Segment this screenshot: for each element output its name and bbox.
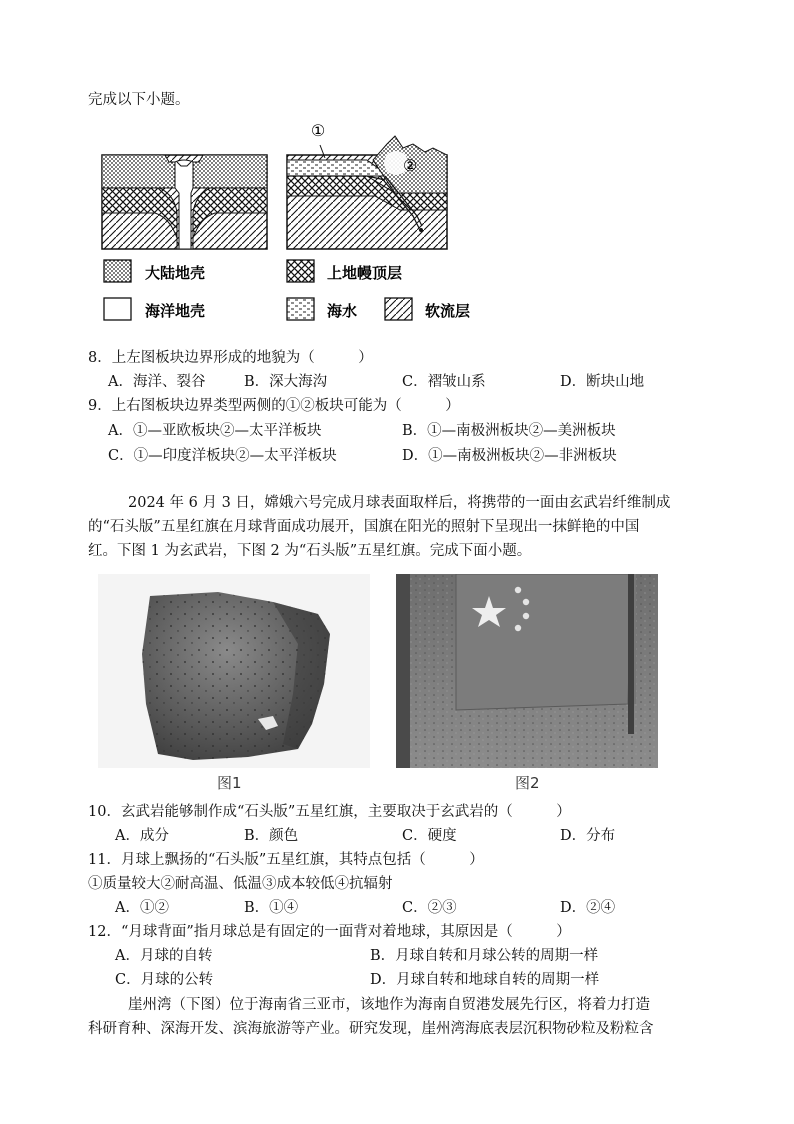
q11-option-a: A．①② [115,900,169,916]
legend-asthenosphere: 软流层 [425,302,471,320]
q12-option-c: C．月球的公转 [115,972,214,988]
figure1-caption: 图1 [217,774,242,792]
q10-option-c: C．硬度 [402,828,457,844]
q12-option-b: B．月球自转和月球公转的周期一样 [370,948,599,964]
q8-option-b: B．深大海沟 [244,374,328,390]
passage2-line1: 崖州湾（下图）位于海南省三亚市，该地作为海南自贸港发展先行区，将着力打造 [128,997,650,1013]
q12-option-a: A．月球的自转 [115,948,213,964]
q8-stem: 8．上左图板块边界形成的地貌为（ ） [88,350,373,366]
basalt-rock-image [98,574,370,768]
legend-oceanic-crust: 海洋地壳 [145,302,206,320]
q9-stem: 9．上右图板块边界类型两侧的①②板块可能为（ ） [88,398,460,414]
passage1-line1: 2024 年 6 月 3 日，嫦娥六号完成月球表面取样后，将携带的一面由玄武岩纤维制成 [128,495,671,511]
q9-option-a: A．①—亚欧板块②—太平洋板块 [108,423,322,439]
legend-seawater: 海水 [327,302,358,320]
q11-stem: 11．月球上飘扬的“石头版”五星红旗，其特点包括（ ） [88,852,484,868]
figure2-caption: 图2 [515,774,540,792]
passage1-line3: 红。下图 1 为玄武岩，下图 2 为“石头版”五星红旗。完成下面小题。 [88,543,532,559]
q10-option-a: A．成分 [115,828,169,844]
q8-option-c: C．褶皱山系 [402,374,486,390]
q11-option-b: B．①④ [244,900,299,916]
q9-option-d: D．①—南极洲板块②—非洲板块 [402,448,617,464]
q11-items: ①质量较大②耐高温、低温③成本较低④抗辐射 [88,876,393,892]
right-diagram-convergent [287,121,447,249]
plate-boundary-diagrams [95,118,495,333]
q10-option-b: B．颜色 [244,828,299,844]
q10-option-d: D．分布 [560,828,616,844]
stone-flag-image [396,574,658,768]
q11-option-c: C．②③ [402,900,457,916]
q9-option-c: C．①—印度洋板块②—太平洋板块 [108,448,337,464]
passage2-line2: 科研育种、深海开发、滨海旅游等产业。研究发现，崖州湾海底表层沉积物砂粒及粉粒含 [88,1021,654,1037]
passage1-line2: 的“石头版”五星红旗在月球背面成功展开，国旗在阳光的照射下呈现出一抹鲜艳的中国 [88,519,640,535]
q10-stem: 10．玄武岩能够制作成“石头版”五星红旗，主要取决于玄武岩的（ ） [88,804,571,820]
legend-continental-crust: 大陆地壳 [145,264,206,282]
marker-1: ① [310,121,326,140]
q9-option-b: B．①—南极洲板块②—美洲板块 [402,423,616,439]
q8-option-d: D．断块山地 [560,374,645,390]
legend-upper-mantle: 上地幔顶层 [327,264,403,282]
intro-text: 完成以下小题。 [88,92,190,108]
diagram-legend [104,260,470,320]
q11-option-d: D．②④ [560,900,616,916]
marker-2: ② [402,156,418,175]
q12-option-d: D．月球自转和地球自转的周期一样 [370,972,600,988]
q8-option-a: A．海洋、裂谷 [108,374,206,390]
left-diagram-divergent [102,155,267,249]
q12-stem: 12．“月球背面”指月球总是有固定的一面背对着地球，其原因是（ ） [88,924,571,940]
